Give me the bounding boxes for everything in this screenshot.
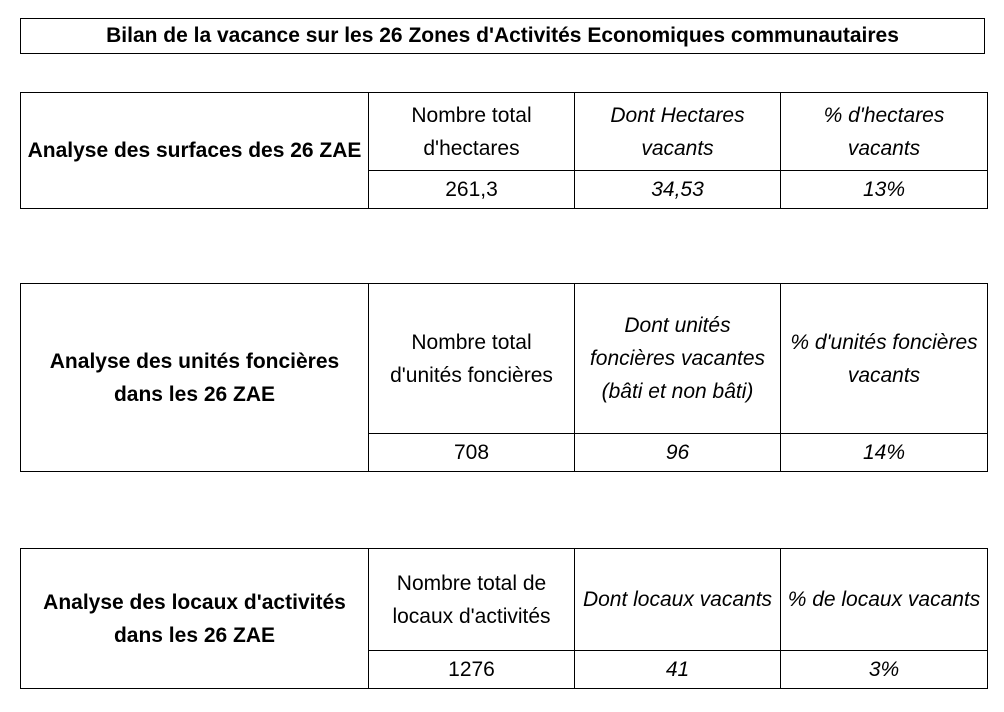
table-label: Analyse des surfaces des 26 ZAE bbox=[21, 93, 369, 209]
header-vacant: Dont Hectares vacants bbox=[575, 93, 781, 171]
page-title: Bilan de la vacance sur les 26 Zones d'Activités Economiques communautaires bbox=[20, 18, 985, 54]
value-percent: 14% bbox=[781, 434, 988, 472]
locaux-table bbox=[20, 548, 988, 689]
value-total: 1276 bbox=[369, 651, 575, 689]
surfaces-table bbox=[20, 92, 988, 209]
header-percent: % d'hectares vacants bbox=[781, 93, 988, 171]
value-percent: 3% bbox=[781, 651, 988, 689]
value-vacant: 41 bbox=[575, 651, 781, 689]
header-total: Nombre total d'hectares bbox=[369, 93, 575, 171]
value-vacant: 34,53 bbox=[575, 171, 781, 209]
value-total: 708 bbox=[369, 434, 575, 472]
value-percent: 13% bbox=[781, 171, 988, 209]
value-vacant: 96 bbox=[575, 434, 781, 472]
header-vacant: Dont locaux vacants bbox=[575, 549, 781, 651]
header-total: Nombre total d'unités foncières bbox=[369, 284, 575, 434]
header-percent: % de locaux vacants bbox=[781, 549, 988, 651]
unites-foncieres-table bbox=[20, 283, 988, 472]
table-label: Analyse des unités foncières dans les 26 ZAE bbox=[21, 284, 369, 472]
header-total: Nombre total de locaux d'activités bbox=[369, 549, 575, 651]
table-label: Analyse des locaux d'activités dans les 26 ZAE bbox=[21, 549, 369, 689]
header-vacant: Dont unités foncières vacantes (bâti et non bâti) bbox=[575, 284, 781, 434]
header-percent: % d'unités foncières vacants bbox=[781, 284, 988, 434]
value-total: 261,3 bbox=[369, 171, 575, 209]
